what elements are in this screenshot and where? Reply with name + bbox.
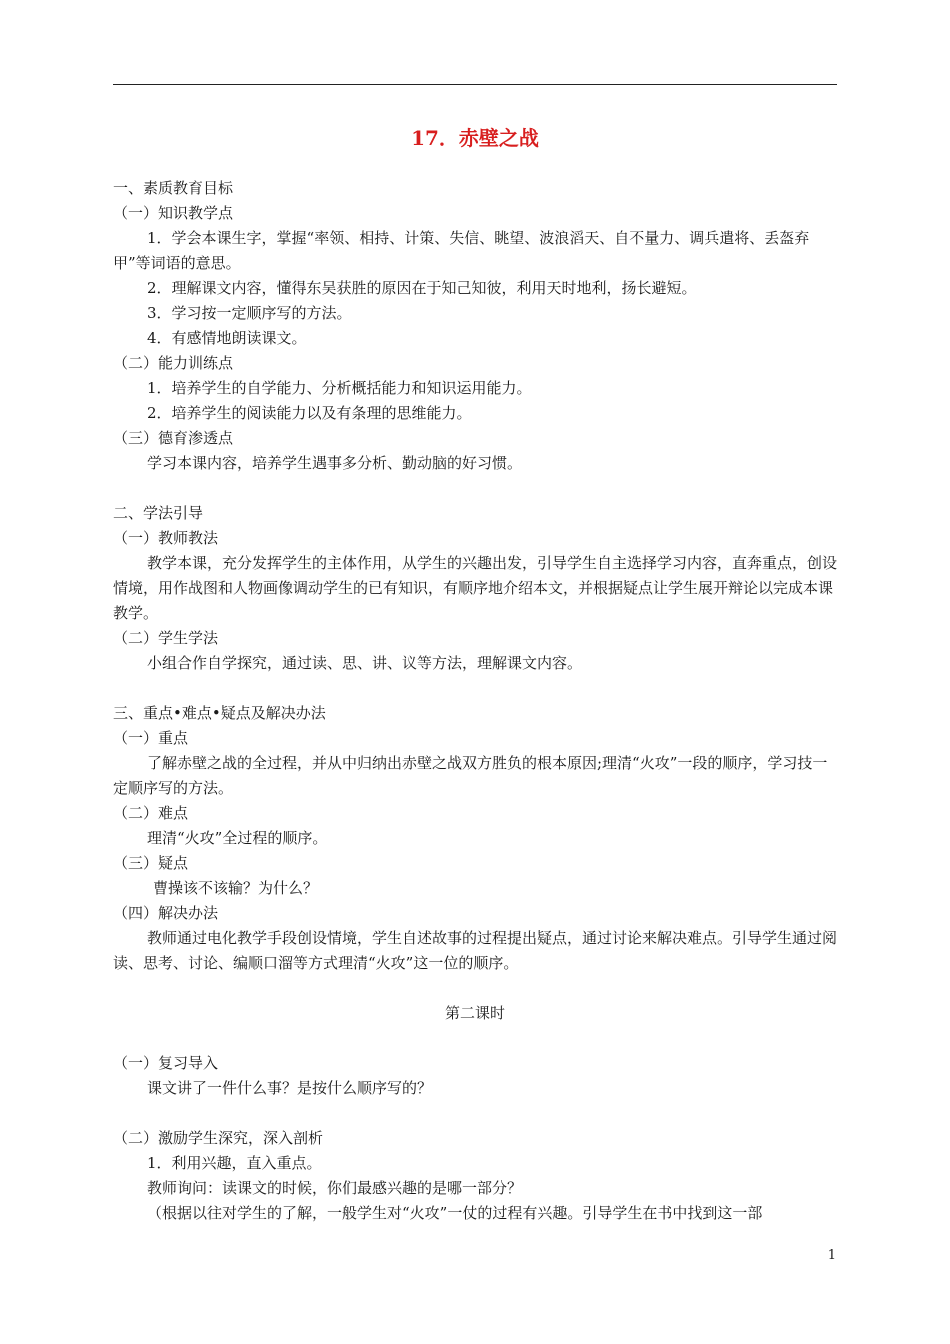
subsection-heading: （二）学生学法 xyxy=(113,629,219,647)
subsection-heading: （二）激励学生深究，深入剖析 xyxy=(113,1129,324,1147)
document-title: 17．赤壁之战 xyxy=(411,126,539,150)
paragraph: 2．培养学生的阅读能力以及有条理的思维能力。 xyxy=(147,404,472,422)
section-heading: 一、素质教育目标 xyxy=(113,179,234,197)
section-heading: 三、重点•难点•疑点及解决办法 xyxy=(113,704,326,722)
paragraph: 小组合作自学探究，通过读、思、讲、议等方法，理解课文内容。 xyxy=(147,654,583,672)
subsection-heading: （三）德育渗透点 xyxy=(113,429,234,447)
subsection-heading: （一）教师教法 xyxy=(113,529,219,547)
paragraph: 曹操该不该输？为什么？ xyxy=(153,879,319,897)
section-heading: 二、学法引导 xyxy=(113,504,204,522)
lesson-heading: 第二课时 xyxy=(444,1004,505,1022)
header-rule xyxy=(113,84,837,85)
subsection-heading: （一）重点 xyxy=(113,729,189,747)
page-number: 1 xyxy=(827,1248,836,1263)
paragraph: 学习本课内容，培养学生遇事多分析、勤动脑的好习惯。 xyxy=(147,454,523,472)
paragraph: 课文讲了一件什么事？是按什么顺序写的？ xyxy=(147,1079,433,1097)
paragraph: 教师通过电化教学手段创设情境，学生自述故事的过程提出疑点，通过讨论来解决难点。引导学生通过阅读、思考、讨论、编顺口溜等方式理清“火攻”这一位的顺序。 xyxy=(113,929,838,972)
subsection-heading: （二）能力训练点 xyxy=(113,354,234,372)
paragraph: 2．理解课文内容，懂得东吴获胜的原因在于知己知彼，利用天时地利，扬长避短。 xyxy=(147,279,697,297)
paragraph: 1．学会本课生字，掌握“率领、相持、计策、失信、眺望、波浪滔天、自不量力、调兵遣将、丢盔弃甲”等词语的意思。 xyxy=(113,229,810,272)
paragraph: 理清“火攻”全过程的顺序。 xyxy=(147,829,328,847)
paragraph: 了解赤壁之战的全过程，并从中归纳出赤壁之战双方胜负的根本原因;理清“火攻”一段的顺序，学习技一定顺序写的方法。 xyxy=(113,754,828,797)
subsection-heading: （四）解决办法 xyxy=(113,904,219,922)
subsection-heading: （二）难点 xyxy=(113,804,189,822)
paragraph: 1．培养学生的自学能力、分析概括能力和知识运用能力。 xyxy=(147,379,532,397)
paragraph: 1．利用兴趣，直入重点。 xyxy=(147,1154,322,1172)
paragraph: （根据以往对学生的了解，一般学生对“火攻”一仗的过程有兴趣。引导学生在书中找到这一部 xyxy=(147,1204,763,1222)
paragraph: 教师询问：读课文的时候，你们最感兴趣的是哪一部分？ xyxy=(147,1179,523,1197)
subsection-heading: （一）知识教学点 xyxy=(113,204,234,222)
paragraph: 4．有感情地朗读课文。 xyxy=(147,329,307,347)
document-body xyxy=(113,176,837,1226)
paragraph: 3．学习按一定顺序写的方法。 xyxy=(147,304,352,322)
subsection-heading: （三）疑点 xyxy=(113,854,189,872)
paragraph: 教学本课，充分发挥学生的主体作用，从学生的兴趣出发，引导学生自主选择学习内容，直奔重点，创设情境，用作战图和人物画像调动学生的已有知识，有顺序地介绍本文，并根据疑点让学生展开辩论以完成本课教学。 xyxy=(113,554,838,622)
subsection-heading: （一）复习导入 xyxy=(113,1054,219,1072)
